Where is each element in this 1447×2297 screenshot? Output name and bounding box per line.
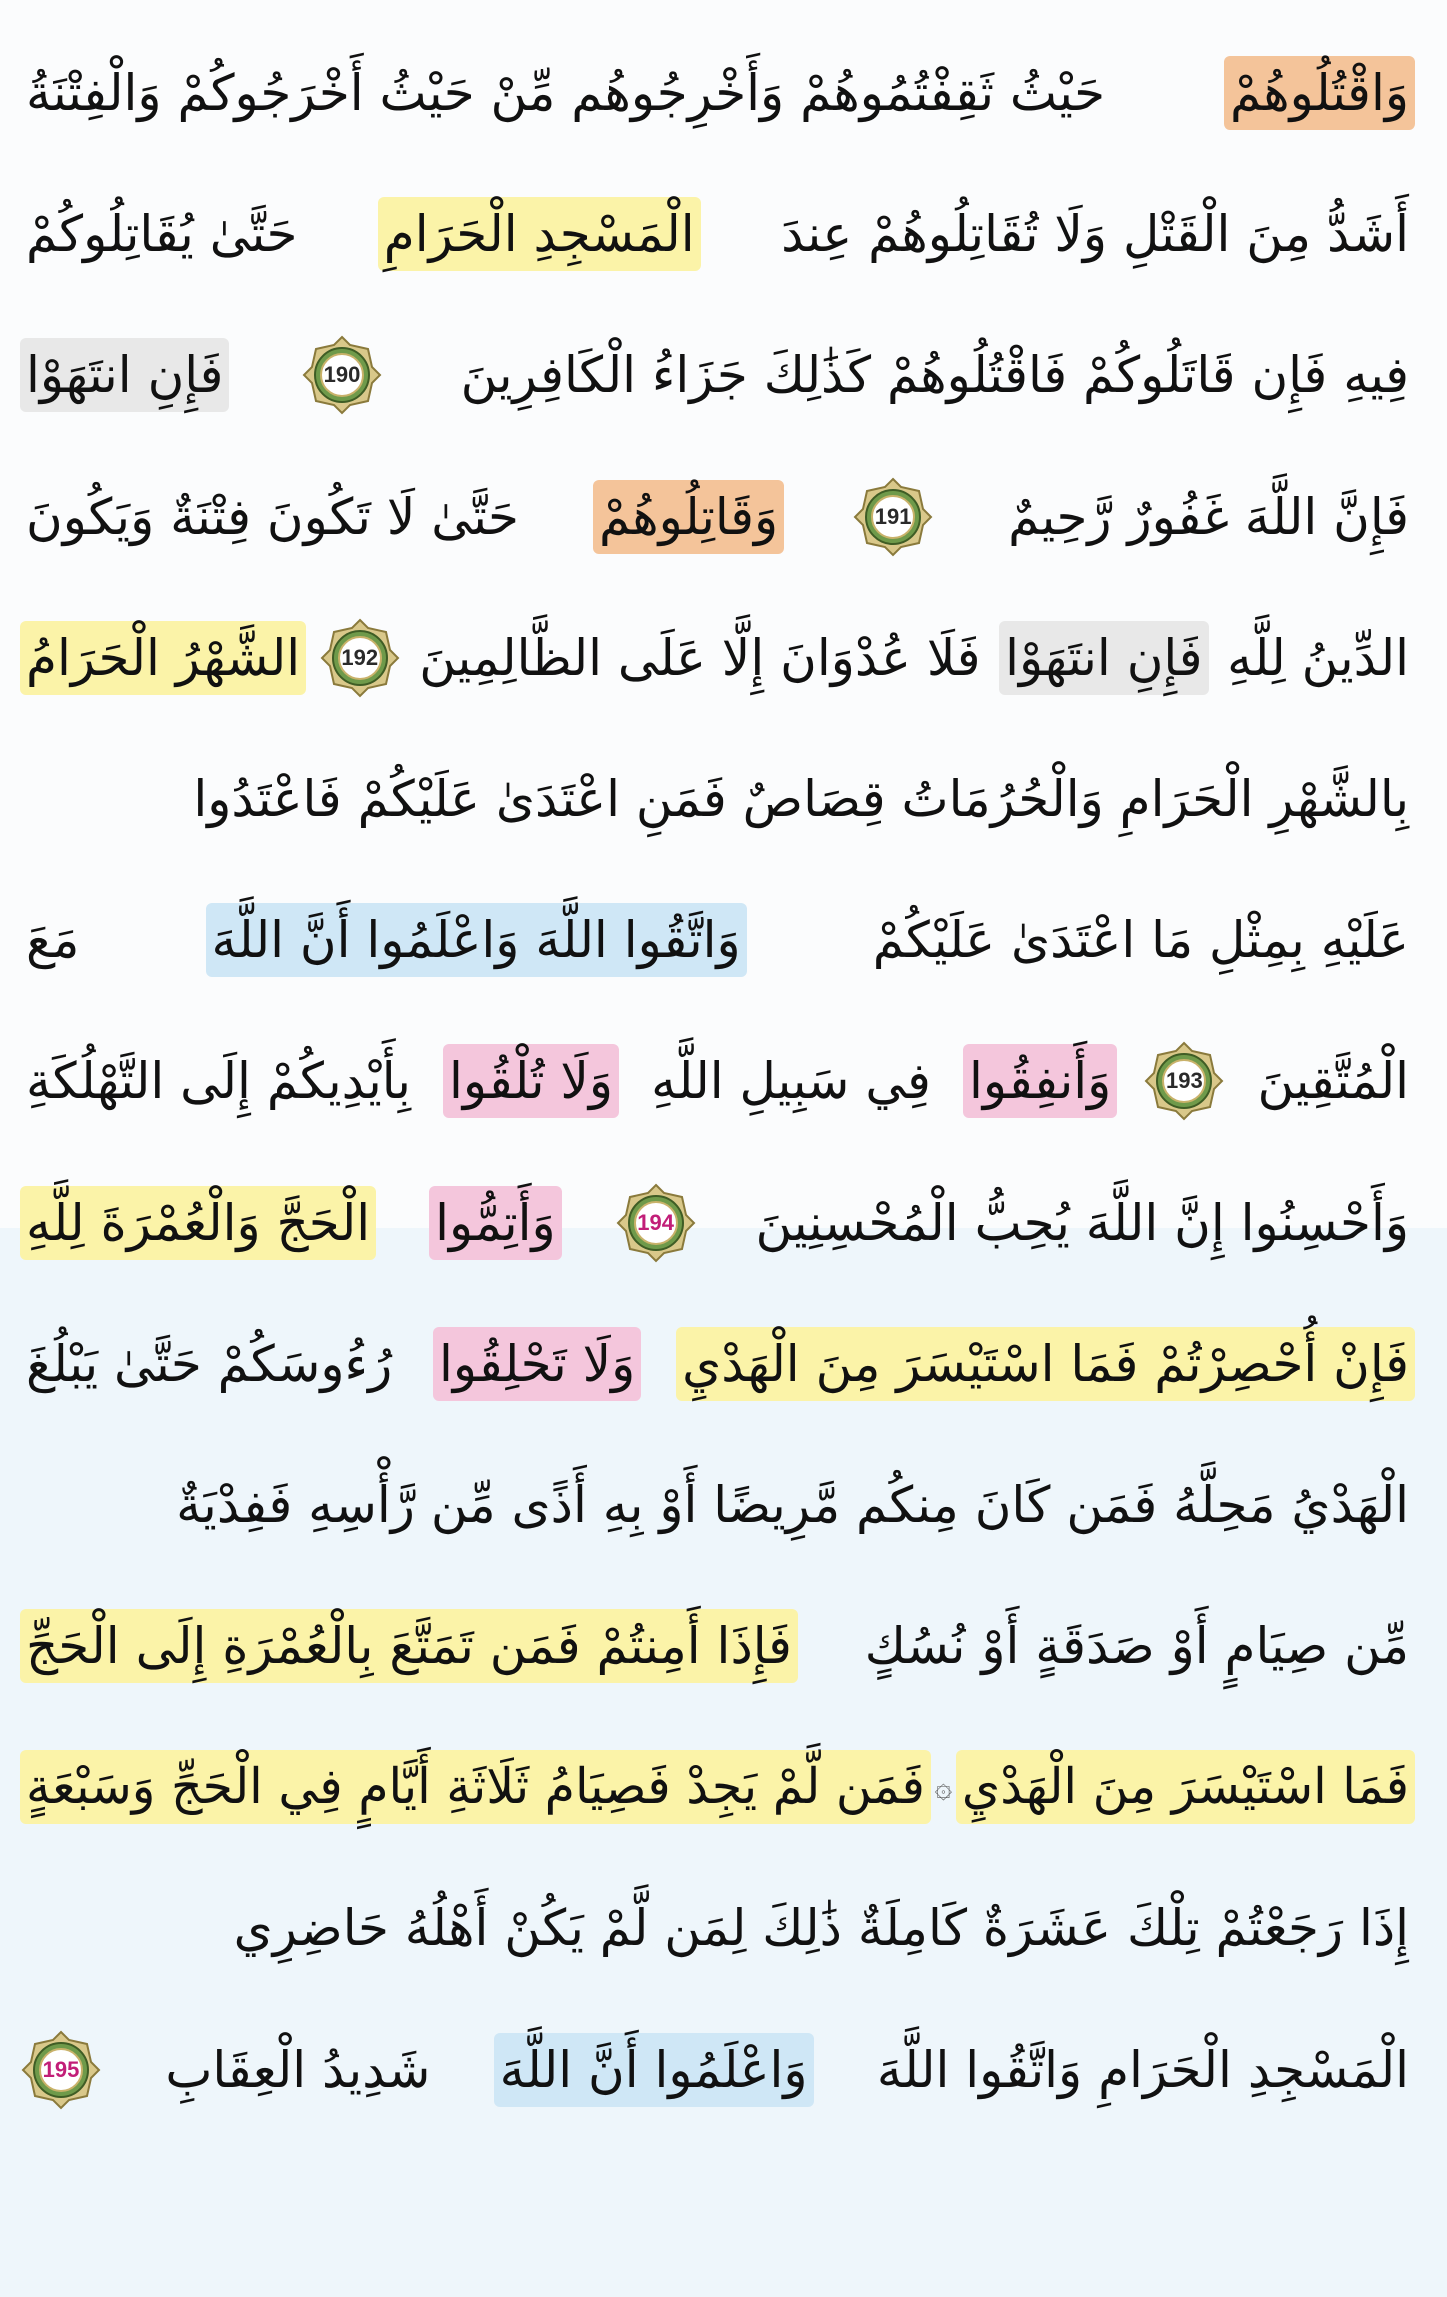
highlighted-verse-text: وَأَنفِقُوا — [963, 1044, 1117, 1118]
ayah-number-marker — [852, 476, 934, 558]
ayah-number: 193 — [1166, 1068, 1203, 1094]
text-line-content — [20, 1186, 1415, 1260]
highlighted-verse-text: فَمَن لَّمْ يَجِدْ فَصِيَامُ ثَلَاثَةِ أَيَّامٍ فِي الْحَجِّ وَسَبْعَةٍ — [20, 1750, 931, 1824]
ayah-number-marker — [1143, 1040, 1225, 1122]
verse-text: حَتَّىٰ لَا تَكُونَ فِتْنَةٌ وَيَكُونَ — [26, 487, 519, 546]
text-line — [20, 1853, 1415, 1994]
text-line-content — [20, 903, 1415, 977]
verse-text: بِالشَّهْرِ الْحَرَامِ وَالْحُرُمَاتُ قِصَاصٌ فَمَنِ اعْتَدَىٰ عَلَيْكُمْ فَاعْتَدُوا — [193, 769, 1409, 828]
text-line — [20, 1148, 1415, 1289]
highlighted-verse-text: وَأَتِمُّوا — [429, 1186, 562, 1260]
verse-text: حَيْثُ ثَقِفْتُمُوهُمْ وَأَخْرِجُوهُم مِّنْ حَيْثُ أَخْرَجُوكُمْ وَالْفِتْنَةُ — [26, 64, 1106, 122]
text-line — [20, 159, 1415, 300]
verse-text: الْمُتَّقِينَ — [1257, 1052, 1409, 1111]
ayah-number-marker — [319, 617, 401, 699]
ayah-number: 192 — [341, 644, 379, 670]
text-line — [20, 442, 1415, 583]
text-line — [20, 1571, 1415, 1712]
text-line — [20, 724, 1415, 865]
verse-text: رُءُوسَكُمْ حَتَّىٰ يَبْلُغَ — [26, 1334, 393, 1393]
text-line — [20, 300, 1415, 441]
text-line — [20, 865, 1415, 1006]
verse-text: حَتَّىٰ يُقَاتِلُوكُمْ — [26, 205, 298, 264]
text-line-content — [20, 1468, 1415, 1542]
verse-text: شَدِيدُ الْعِقَابِ — [165, 2040, 431, 2099]
verse-text: إِذَا رَجَعْتُمْ تِلْكَ عَشَرَةٌ كَامِلَةٌ ذَٰلِكَ لِمَن لَّمْ يَكُنْ أَهْلُهُ حَاضِرِي — [233, 1899, 1409, 1958]
highlighted-verse-text: وَقَاتِلُوهُمْ — [593, 480, 784, 554]
verse-text: أَشَدُّ مِنَ الْقَتْلِ وَلَا تُقَاتِلُوهُمْ عِندَ — [781, 205, 1409, 264]
verse-text: فَإِنَّ اللَّهَ غَفُورٌ رَّحِيمٌ — [1008, 487, 1409, 546]
text-line-content — [20, 197, 1415, 271]
verse-text: وَأَحْسِنُوا إِنَّ اللَّهَ يُحِبُّ الْمُحْسِنِينَ — [755, 1193, 1409, 1252]
verse-text: فِيهِ فَإِن قَاتَلُوكُمْ فَاقْتُلُوهُمْ كَذَٰلِكَ جَزَاءُ الْكَافِرِينَ — [460, 346, 1409, 405]
highlighted-verse-text: وَاعْلَمُوا أَنَّ اللَّهَ — [494, 2033, 814, 2107]
text-line — [20, 1289, 1415, 1430]
ayah-number: 190 — [323, 362, 361, 388]
text-line-content — [20, 480, 1415, 554]
highlighted-verse-text: الشَّهْرُ الْحَرَامُ — [20, 621, 306, 695]
highlighted-verse-text: فَإِذَا أَمِنتُمْ فَمَن تَمَتَّعَ بِالْعُمْرَةِ إِلَى الْحَجِّ — [20, 1609, 798, 1683]
text-line-content — [20, 1327, 1415, 1401]
verse-text: الْمَسْجِدِ الْحَرَامِ وَاتَّقُوا اللَّهَ — [876, 2040, 1409, 2099]
verse-text: مَعَ — [26, 911, 80, 970]
ayah-number-marker — [615, 1182, 697, 1264]
verse-text: عَلَيْهِ بِمِثْلِ مَا اعْتَدَىٰ عَلَيْكُمْ — [872, 911, 1409, 970]
highlighted-verse-text: فَإِنْ أُحْصِرْتُمْ فَمَا اسْتَيْسَرَ مِنَ الْهَدْيِ — [676, 1327, 1415, 1401]
text-line-content — [20, 762, 1415, 836]
text-line-content — [20, 1891, 1415, 1965]
text-line — [20, 1430, 1415, 1571]
highlighted-verse-text: الْحَجَّ وَالْعُمْرَةَ لِلَّهِ — [20, 1186, 376, 1260]
verse-text: فِي سَبِيلِ اللَّهِ — [651, 1052, 931, 1111]
ayah-number-marker — [301, 334, 383, 416]
text-line — [20, 583, 1415, 724]
text-line — [20, 18, 1415, 159]
verse-text: الدِّينُ لِلَّهِ — [1227, 628, 1409, 687]
text-line-content — [20, 1609, 1415, 1683]
text-line-content — [20, 1044, 1415, 1118]
highlighted-verse-text: فَإِنِ انتَهَوْا — [20, 338, 229, 412]
ayah-number: 195 — [42, 2056, 80, 2082]
highlighted-verse-text: وَلَا تَحْلِقُوا — [433, 1327, 641, 1401]
verse-text: مِّن صِيَامٍ أَوْ صَدَقَةٍ أَوْ نُسُكٍ — [864, 1617, 1409, 1676]
ayah-number: 194 — [637, 1209, 674, 1235]
highlighted-verse-text: الْمَسْجِدِ الْحَرَامِ — [378, 197, 701, 271]
verse-text: الْهَدْيُ مَحِلَّهُ فَمَن كَانَ مِنكُم مَّرِيضًا أَوْ بِهِ أَذًى مِّن رَّأْسِهِ فَفِدْيَةٌ — [176, 1475, 1409, 1534]
verse-text: فَلَا عُدْوَانَ إِلَّا عَلَى الظَّالِمِينَ — [419, 628, 981, 687]
highlighted-verse-text: وَلَا تُلْقُوا — [443, 1044, 619, 1118]
text-line-content — [20, 2033, 1415, 2107]
text-line-content — [20, 338, 1415, 412]
text-line — [20, 1006, 1415, 1147]
text-line-content — [20, 621, 1415, 695]
highlighted-verse-text: فَمَا اسْتَيْسَرَ مِنَ الْهَدْيِ — [956, 1750, 1415, 1824]
text-line — [20, 1712, 1415, 1853]
text-line-content — [20, 56, 1415, 130]
verse-text: بِأَيْدِيكُمْ إِلَى التَّهْلُكَةِ — [26, 1052, 411, 1111]
highlighted-verse-text: وَاتَّقُوا اللَّهَ وَاعْلَمُوا أَنَّ اللَّهَ — [206, 903, 747, 977]
ayah-number-marker — [20, 2029, 102, 2111]
quran-page — [20, 18, 1415, 2278]
ayah-number: 191 — [874, 503, 912, 529]
highlighted-verse-text: فَإِنِ انتَهَوْا — [999, 621, 1208, 695]
rub-el-hizb-icon: ۞ — [934, 1769, 953, 1805]
text-line — [20, 1995, 1415, 2136]
highlighted-verse-text: وَاقْتُلُوهُمْ — [1224, 56, 1415, 130]
text-line-content — [20, 1750, 1415, 1824]
